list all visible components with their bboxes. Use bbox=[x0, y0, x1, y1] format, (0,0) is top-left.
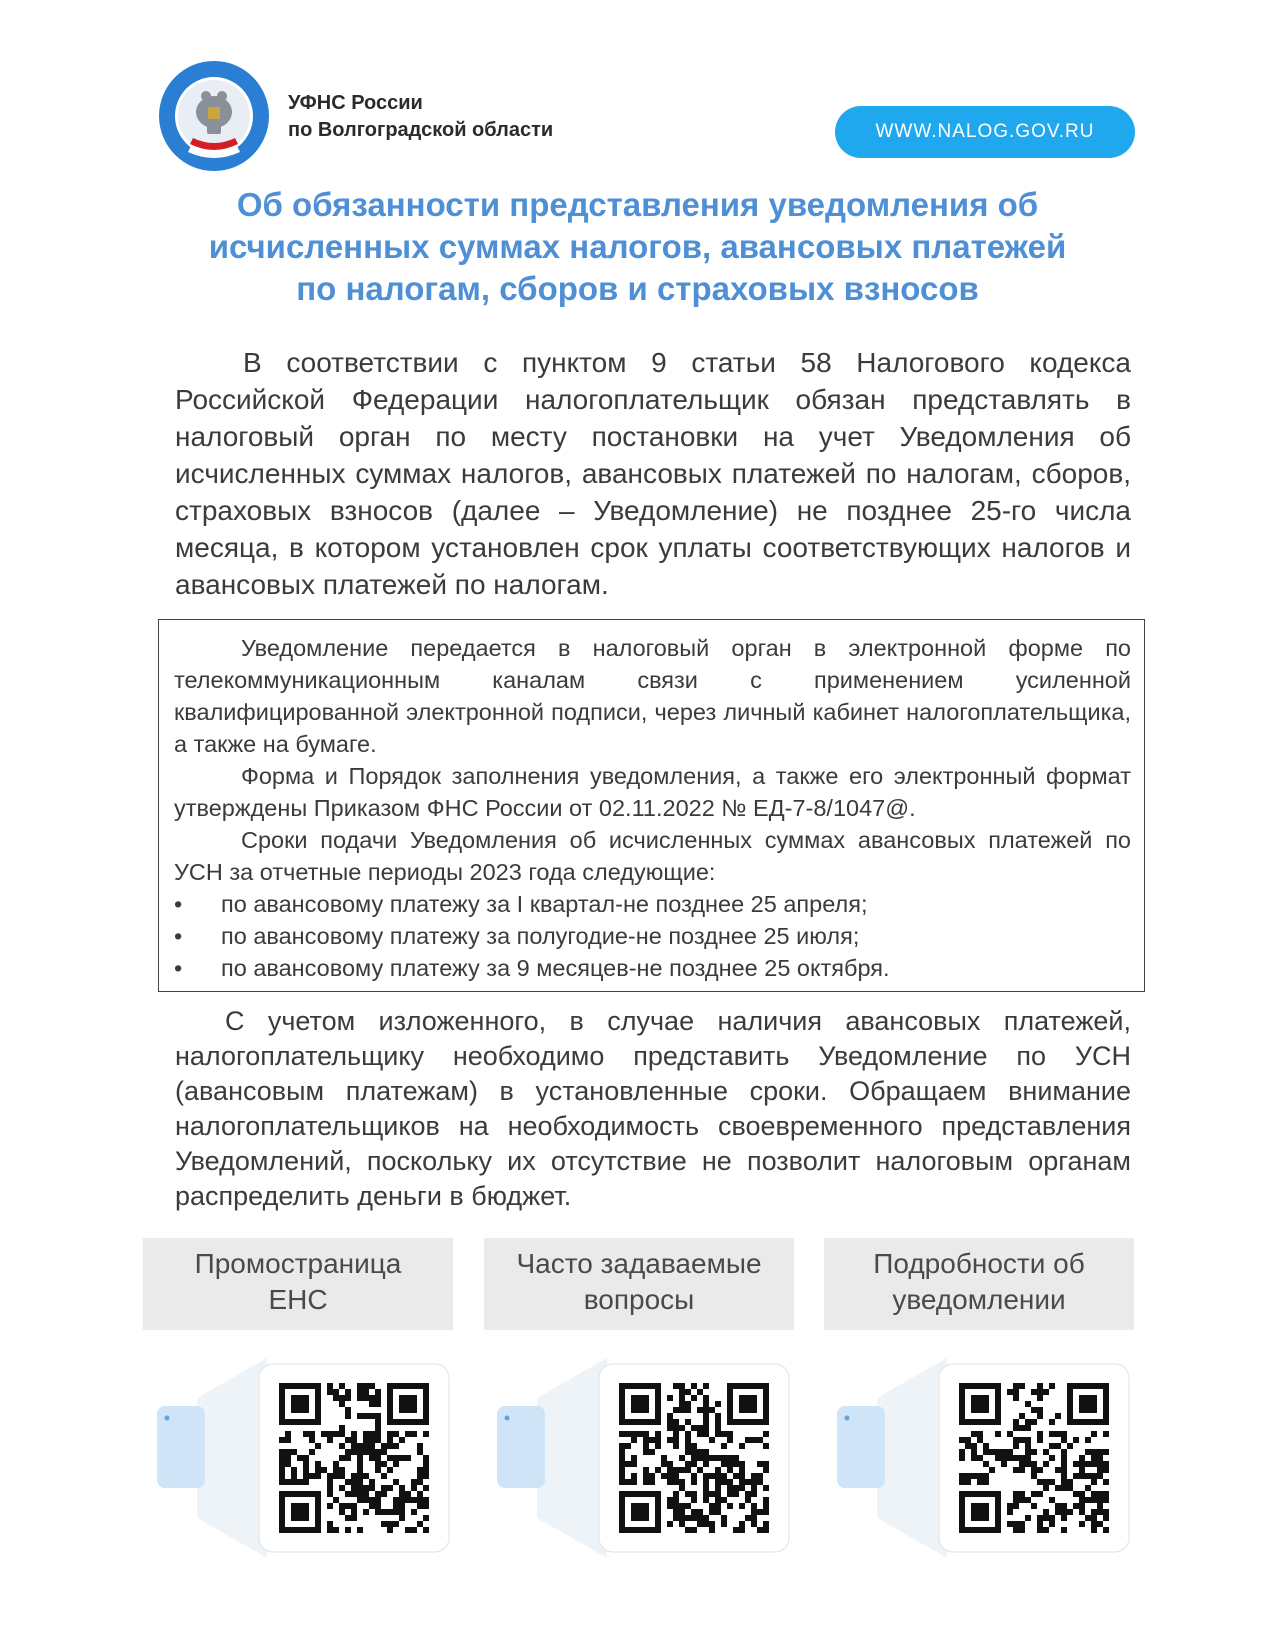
conclusion-paragraph: С учетом изложенного, в случае наличия авансовых платежей, налогоплательщику необходимо представить Уведомление по УСН (авансовым платежам) в установленные сроки. Обращаем внимание налогоплательщиков на необходимость своевременного представления Уведомлений, поскольку их отсутствие не позволит налоговым органам распределить деньги в бюджет. bbox=[175, 1006, 1131, 1211]
qr-label-line2: вопросы bbox=[583, 1284, 695, 1315]
qr-label-line2: уведомлении bbox=[892, 1284, 1066, 1315]
deadline-list bbox=[174, 888, 1131, 984]
phone-icon bbox=[497, 1406, 545, 1488]
qr-code-promo[interactable] bbox=[157, 1358, 457, 1558]
qr-code-faq[interactable] bbox=[497, 1358, 797, 1558]
title-line2: исчисленных суммах налогов, авансовых платежей bbox=[208, 228, 1067, 265]
phone-icon bbox=[837, 1406, 885, 1488]
qr-label-line1: Промостраница bbox=[194, 1248, 402, 1279]
page-title bbox=[150, 184, 1125, 310]
org-name bbox=[288, 90, 553, 144]
website-link-button[interactable]: WWW.NALOG.GOV.RU bbox=[835, 106, 1135, 158]
qr-card-details[interactable] bbox=[824, 1238, 1134, 1330]
qr-card-promo[interactable] bbox=[143, 1238, 453, 1330]
title-line1: Об обязанности представления уведомления об bbox=[236, 186, 1039, 223]
bullet-icon: • bbox=[174, 923, 183, 949]
qr-label-line1: Часто задаваемые bbox=[516, 1248, 762, 1279]
qr-code-details[interactable] bbox=[837, 1358, 1137, 1558]
list-item: • по авансовому платежу за полугодие-не позднее 25 июля; bbox=[174, 920, 1131, 952]
list-item: • по авансовому платежу за I квартал-не позднее 25 апреля; bbox=[174, 888, 1131, 920]
notice-paragraph-3: Сроки подачи Уведомления об исчисленных суммах авансовых платежей по УСН за отчетные периоды 2023 года следующие: bbox=[174, 827, 1131, 885]
qr-card-faq[interactable] bbox=[484, 1238, 794, 1330]
intro-paragraph: В соответствии с пунктом 9 статьи 58 Налогового кодекса Российской Федерации налогоплательщик обязан представлять в налоговый орган по месту постановки на учет Уведомления об исчисленных суммах налогов, авансовых платежей по налогам, сборов, страховых взносов (далее – Уведомление) не позднее 25-го числа месяца, в котором установлен срок уплаты соответствующих налогов и авансовых платежей по налогам. bbox=[175, 347, 1131, 600]
list-item: • по авансовому платежу за 9 месяцев-не позднее 25 октября. bbox=[174, 952, 1131, 984]
qr-label-line2: ЕНС bbox=[268, 1284, 328, 1315]
phone-icon bbox=[157, 1406, 205, 1488]
org-name-line1: УФНС России bbox=[288, 92, 423, 114]
bullet-icon: • bbox=[174, 891, 183, 917]
qr-label-line1: Подробности об bbox=[873, 1248, 1085, 1279]
notice-paragraph-1: Уведомление передается в налоговый орган в электронной форме по телекоммуникационным каналам связи с применением усиленной квалифицированной электронной подписи, через личный кабинет налогоплательщика, а также на бумаге. bbox=[174, 635, 1131, 757]
notice-paragraph-2: Форма и Порядок заполнения уведомления, а также его электронный формат утверждены Приказом ФНС России от 02.11.2022 № ЕД-7-8/1047@. bbox=[174, 763, 1131, 821]
title-line3: по налогам, сборов и страховых взносов bbox=[296, 270, 979, 307]
notice-text bbox=[174, 632, 1131, 984]
org-name-line2: по Волгоградской области bbox=[288, 119, 554, 141]
fns-emblem-logo bbox=[158, 60, 270, 172]
bullet-icon: • bbox=[174, 955, 183, 981]
